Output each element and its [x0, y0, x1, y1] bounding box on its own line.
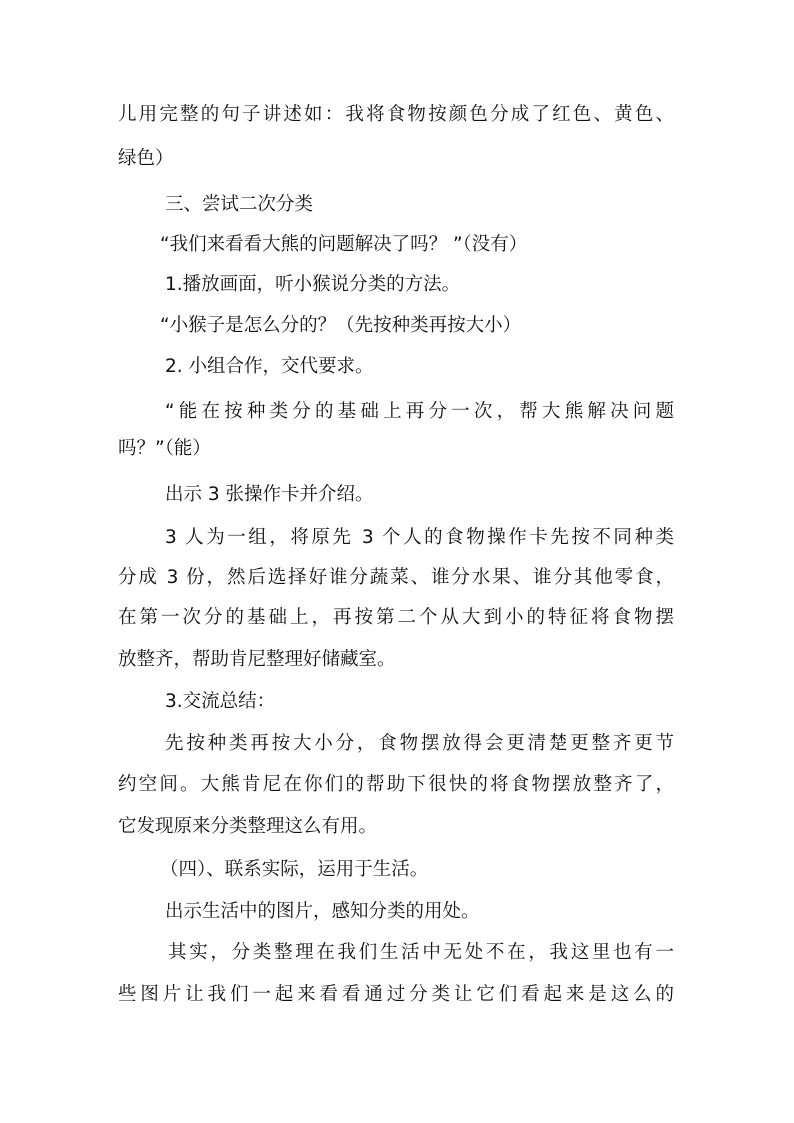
paragraph-line: 在第一次分的基础上，再按第二个从大到小的特征将食物摆 [118, 607, 674, 628]
paragraph-line: “小猴子是怎么分的？（先按种类再按大小） [160, 315, 522, 336]
paragraph-line: 儿用完整的句子讲述如：我将食物按颜色分成了红色、黄色、 [118, 104, 674, 125]
section-heading: （四）、联系实际，运用于生活。 [160, 859, 429, 880]
paragraph-line: 出示 3 张操作卡并介绍。 [165, 484, 374, 505]
paragraph-line: 约空间。大熊肯尼在你们的帮助下很快的将食物摆放整齐了， [118, 774, 674, 795]
paragraph-line: “我们来看看大熊的问题解决了吗？ ”（没有） [160, 234, 528, 255]
paragraph-line: 些图片让我们一起来看看通过分类让它们看起来是这么的 [118, 984, 674, 1005]
paragraph-line: 绿色） [118, 148, 174, 169]
paragraph-line: 出示生活中的图片，感知分类的用处。 [165, 901, 480, 922]
paragraph-line: 其实，分类整理在我们生活中无处不在，我这里也有一 [168, 942, 674, 963]
paragraph-line: “能在按种类分的基础上再分一次，帮大熊解决问题 [165, 401, 674, 422]
paragraph-line: 它发现原来分类整理这么有用。 [118, 816, 378, 837]
list-item: 1.播放画面，听小猴说分类的方法。 [165, 274, 461, 295]
list-item: 3.交流总结： [165, 691, 276, 712]
paragraph-line: 3 人为一组，将原先 3 个人的食物操作卡先按不同种类 [165, 527, 674, 548]
paragraph-line: 分成 3 份，然后选择好谁分蔬菜、谁分水果、谁分其他零食， [118, 567, 674, 588]
paragraph-line: 吗？”（能） [118, 438, 211, 459]
paragraph-line: 放整齐，帮助肯尼整理好储藏室。 [118, 649, 396, 670]
paragraph-line: 先按种类再按大小分，食物摆放得会更清楚更整齐更节 [165, 733, 674, 754]
section-heading: 三、尝试二次分类 [165, 194, 314, 215]
list-item: 2. 小组合作，交代要求。 [165, 356, 374, 377]
